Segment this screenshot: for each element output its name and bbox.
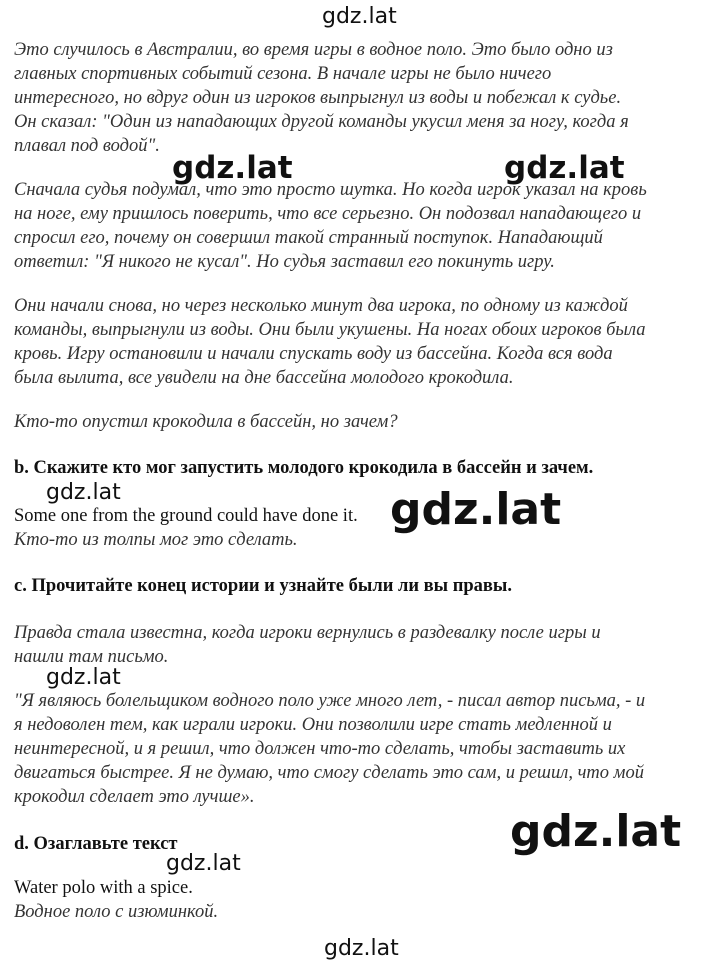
story-line: на ноге, ему пришлось поверить, что все серьезно. Он подозвал нападающего и — [14, 204, 642, 224]
task-c-line: Правда стала известна, когда игроки вернулись в раздевалку после игры и — [14, 623, 601, 643]
task-d-answer-en: Water polo with a spice. — [14, 878, 193, 898]
story-line: команды, выпрыгнули из воды. Они были укушены. На ногах обоих игроков была — [14, 320, 646, 340]
story-line: Он сказал: "Один из нападающих другой команды укусил меня за ногу, когда я — [14, 112, 629, 132]
story-line: была вылита, все увидели на дне бассейна молодого крокодила. — [14, 368, 514, 388]
letter-line: двигаться быстрее. Я не думаю, что смогу сделать это сам, и решил, что мой — [14, 763, 644, 783]
task-d-answer-ru: Водное поло с изюминкой. — [14, 902, 219, 922]
story-question: Кто-то опустил крокодила в бассейн, но зачем? — [14, 412, 398, 432]
watermark: gdz.lat — [504, 150, 625, 186]
task-b-answer-en: Some one from the ground could have done it. — [14, 506, 358, 526]
story-line: спросил его, почему он совершил такой странный поступок. Нападающий — [14, 228, 603, 248]
watermark: gdz.lat — [172, 150, 293, 186]
task-c-heading: c. Прочитайте конец истории и узнайте были ли вы правы. — [14, 576, 512, 596]
task-b-answer-ru: Кто-то из толпы мог это сделать. — [14, 530, 298, 550]
watermark: gdz.lat — [166, 851, 241, 876]
story-line: Это случилось в Австралии, во время игры в водное поло. Это было одно из — [14, 40, 613, 60]
watermark: gdz.lat — [322, 4, 397, 29]
task-d-heading: d. Озаглавьте текст — [14, 834, 178, 854]
task-c-line: нашли там письмо. — [14, 647, 169, 667]
watermark: gdz.lat — [324, 936, 399, 961]
task-b-heading: b. Скажите кто мог запустить молодого крокодила в бассейн и зачем. — [14, 458, 594, 478]
watermark: gdz.lat — [46, 480, 121, 505]
letter-line: я недоволен тем, как играли игроки. Они позволили игре стать медленной и — [14, 715, 612, 735]
story-line: Они начали снова, но через несколько минут два игрока, по одному из каждой — [14, 296, 628, 316]
watermark: gdz.lat — [46, 665, 121, 690]
story-line: Сначала судья подумал, что это просто шутка. Но когда игрок указал на кровь — [14, 180, 647, 200]
story-line: кровь. Игру остановили и начали спускать воду из бассейна. Когда вся вода — [14, 344, 613, 364]
story-line: плавал под водой". — [14, 136, 160, 156]
story-line: главных спортивных событий сезона. В начале игры не было ничего — [14, 64, 552, 84]
letter-line: крокодил сделает это лучше». — [14, 787, 255, 807]
letter-line: "Я являюсь болельщиком водного поло уже много лет, - писал автор письма, - и — [14, 691, 646, 711]
watermark: gdz.lat — [390, 484, 562, 535]
story-line: ответил: "Я никого не кусал". Но судья заставил его покинуть игру. — [14, 252, 555, 272]
watermark: gdz.lat — [510, 806, 682, 857]
story-line: интересного, но вдруг один из игроков выпрыгнул из воды и побежал к судье. — [14, 88, 622, 108]
letter-line: неинтересной, и я решил, что должен что-то сделать, чтобы заставить их — [14, 739, 626, 759]
